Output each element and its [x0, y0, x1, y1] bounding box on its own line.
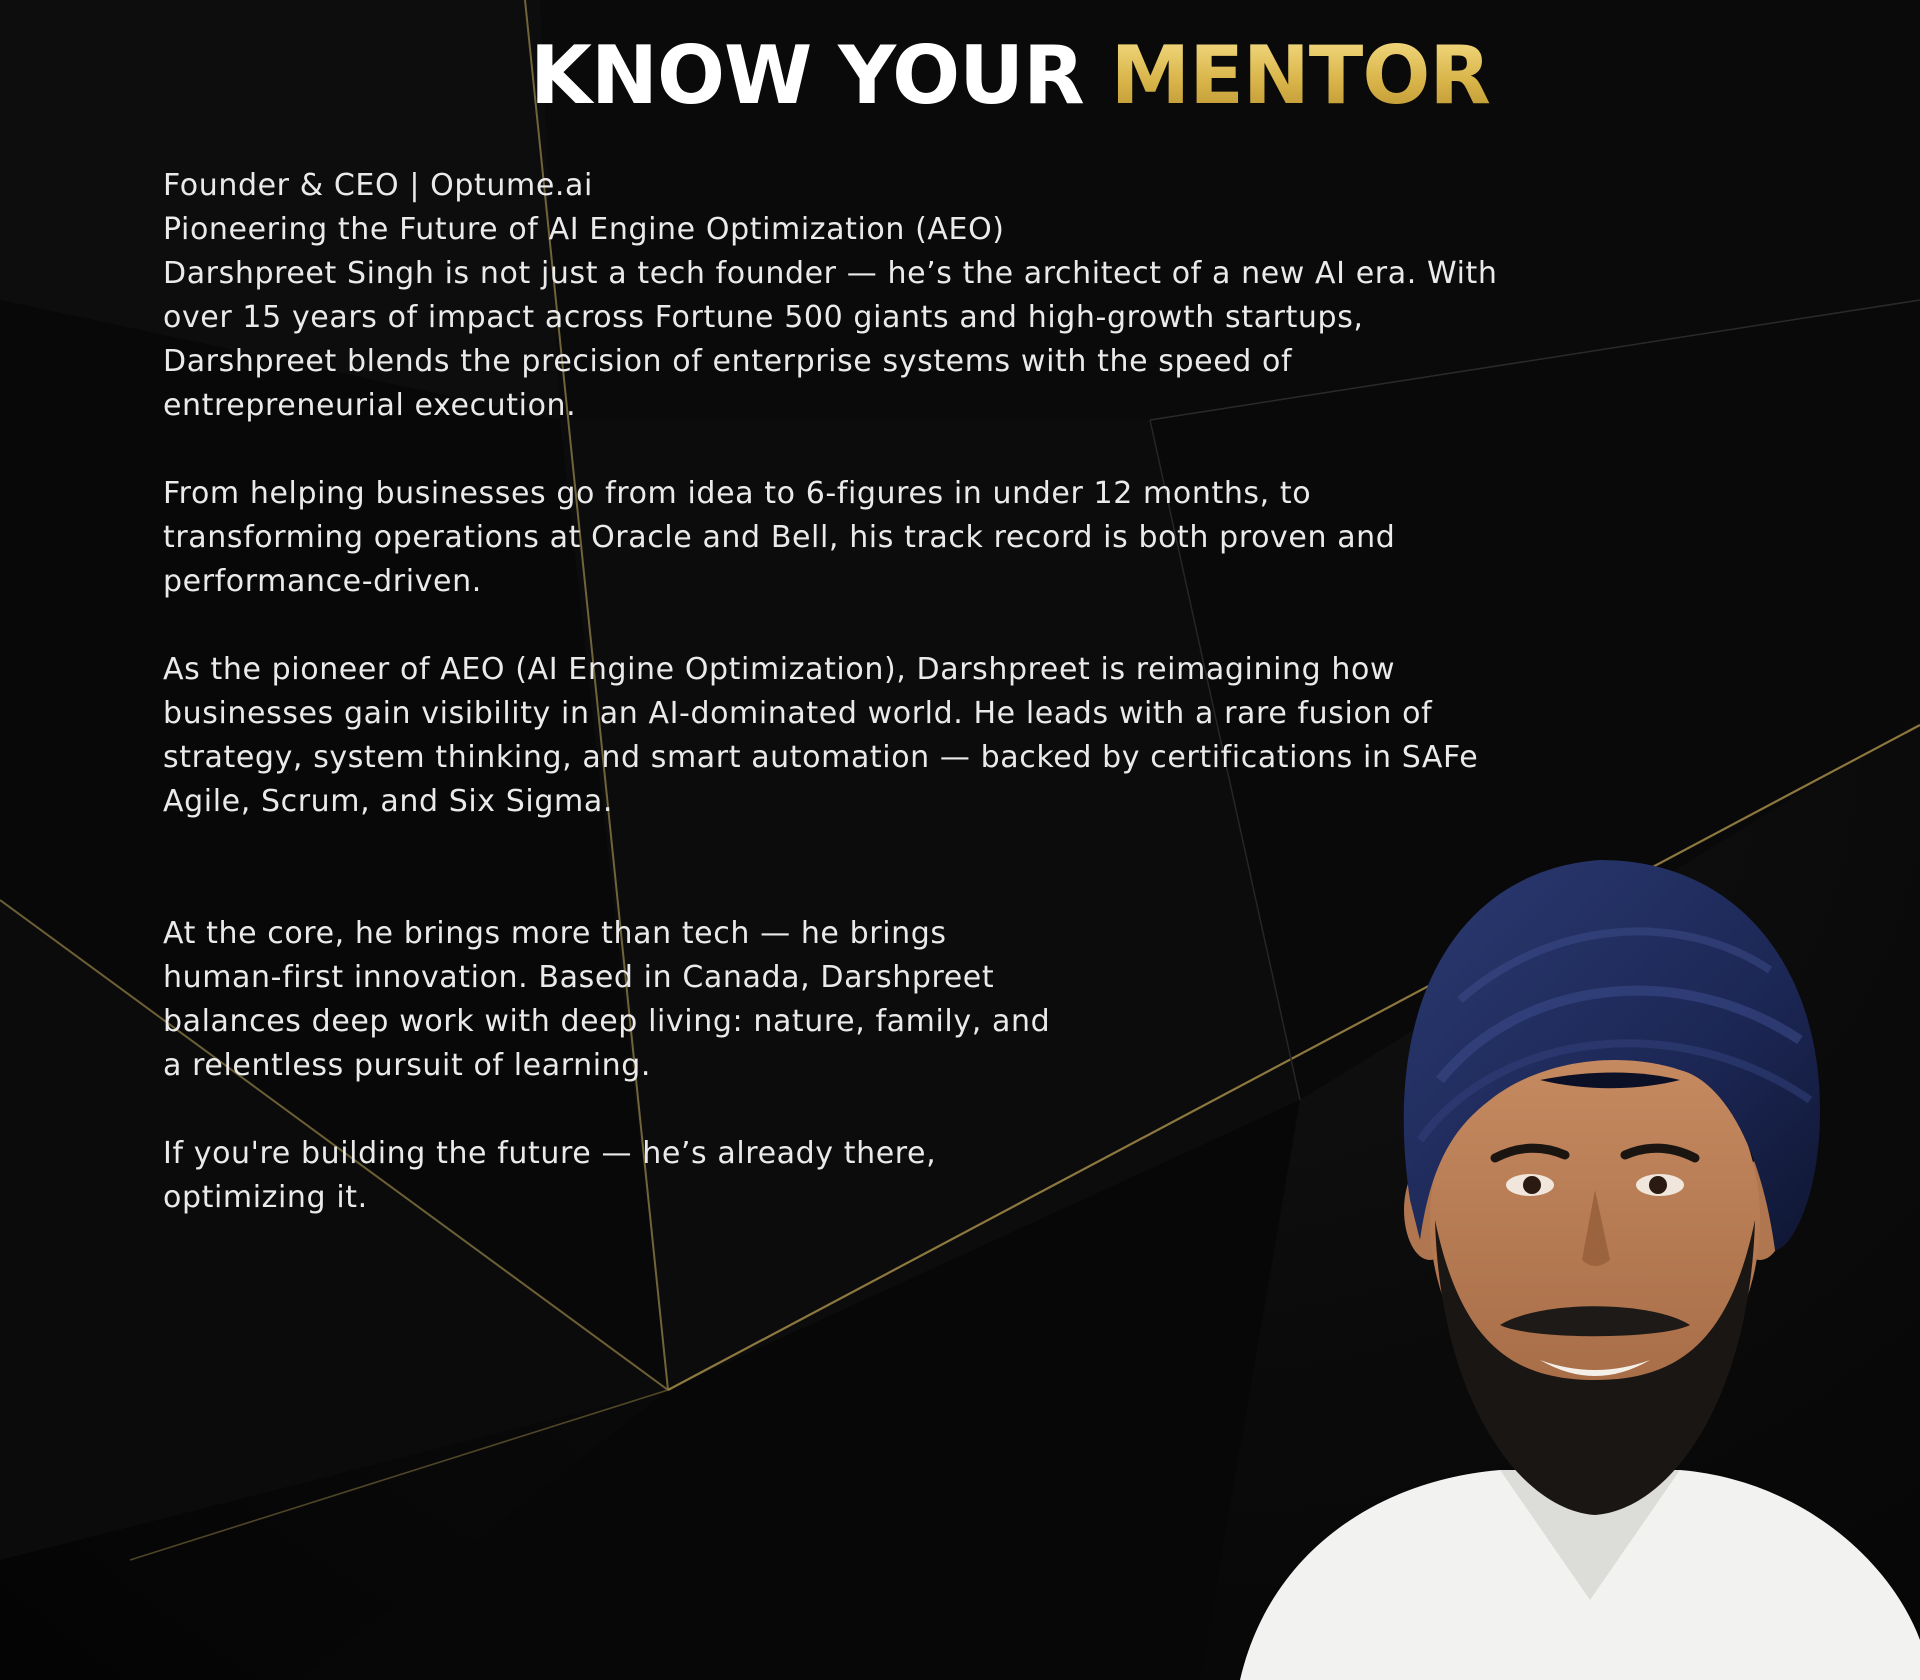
intro-paragraph [163, 252, 1583, 428]
aeo-line: strategy, system thinking, and smart automation — backed by certifications in SAFe [163, 740, 1479, 775]
intro-line: Darshpreet Singh is not just a tech founder — he’s the architect of a new AI era. With [163, 256, 1498, 291]
track-record-paragraph [163, 472, 1583, 604]
page-title [0, 30, 1920, 122]
core-line: At the core, he brings more than tech — he brings [163, 916, 947, 951]
role-line: Founder & CEO | Optume.ai [163, 168, 593, 203]
track-record-line: transforming operations at Oracle and Bell, his track record is both proven and [163, 520, 1396, 555]
track-record-line: performance-driven. [163, 564, 482, 599]
core-line: a relentless pursuit of learning. [163, 1048, 652, 1083]
closing-line: If you're building the future — he’s already there, [163, 1136, 937, 1171]
closing-line: optimizing it. [163, 1180, 368, 1215]
aeo-line: Agile, Scrum, and Six Sigma. [163, 784, 613, 819]
core-line: balances deep work with deep living: nature, family, and [163, 1004, 1051, 1039]
title-mentor: MENTOR [1110, 29, 1490, 122]
aeo-line: As the pioneer of AEO (AI Engine Optimization), Darshpreet is reimagining how [163, 652, 1396, 687]
title-know-your: KNOW YOUR [530, 29, 1084, 122]
tagline: Pioneering the Future of AI Engine Optimization (AEO) [163, 212, 1005, 247]
mentor-portrait-icon [1120, 780, 1920, 1680]
aeo-line: businesses gain visibility in an AI-dominated world. He leads with a rare fusion of [163, 696, 1433, 731]
track-record-line: From helping businesses go from idea to 6-figures in under 12 months, to [163, 476, 1312, 511]
intro-line: Darshpreet blends the precision of enterprise systems with the speed of [163, 344, 1293, 379]
intro-line: over 15 years of impact across Fortune 500 giants and high-growth startups, [163, 300, 1364, 335]
intro-line: entrepreneurial execution. [163, 388, 577, 423]
core-line: human-first innovation. Based in Canada, Darshpreet [163, 960, 995, 995]
